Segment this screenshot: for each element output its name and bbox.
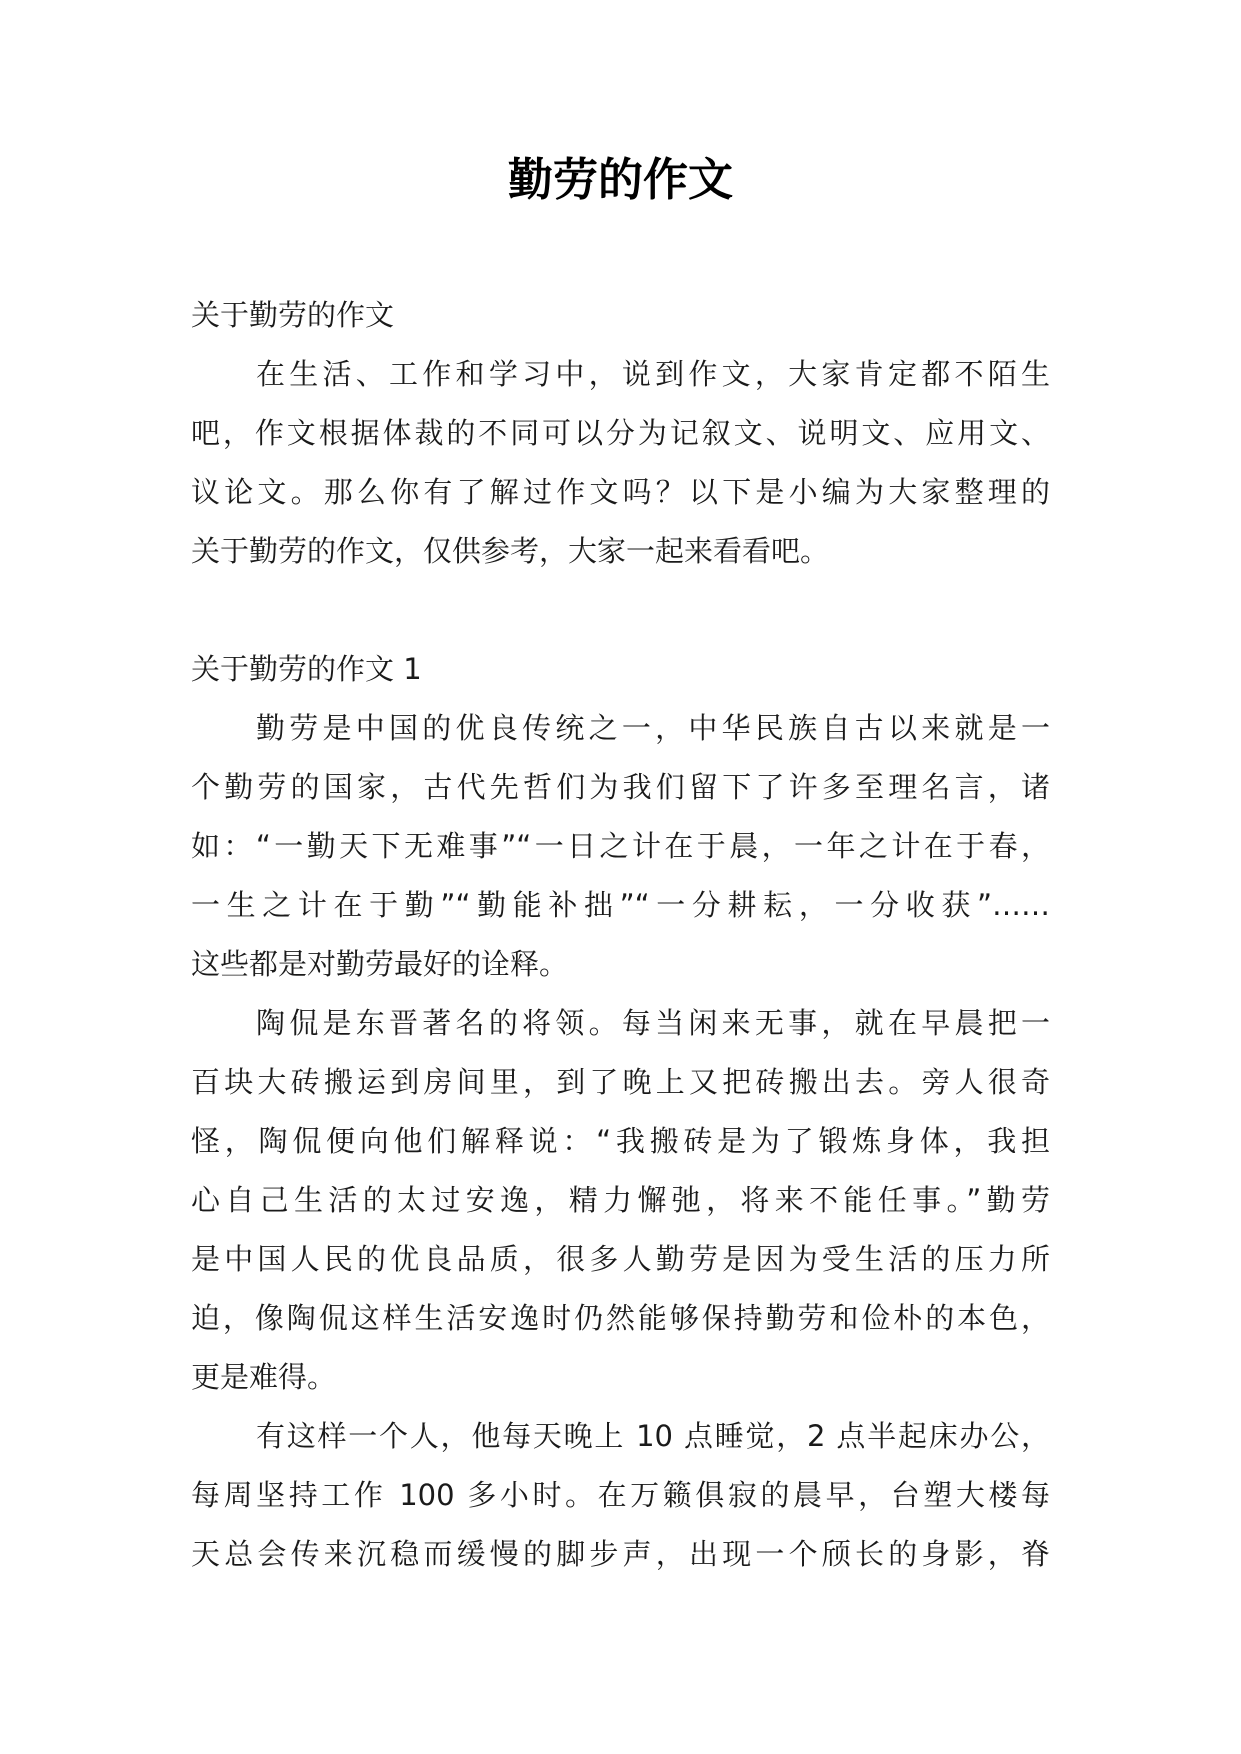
paragraph-line: 每周坚持工作 100 多小时。在万籁俱寂的晨早，台塑大楼每 — [191, 1478, 1050, 1512]
document-title: 勤劳的作文 — [507, 153, 733, 206]
intro-line: 议论文。那么你有了解过作文吗？以下是小编为大家整理的 — [191, 475, 1050, 509]
paragraph-line: 个勤劳的国家，古代先哲们为我们留下了许多至理名言，诸 — [191, 770, 1050, 804]
intro-line: 关于勤劳的作文，仅供参考，大家一起来看看吧。 — [191, 534, 830, 568]
intro-paragraph — [191, 345, 1050, 581]
paragraph-3 — [191, 1407, 1050, 1584]
intro-line: 吧，作文根据体裁的不同可以分为记叙文、说明文、应用文、 — [191, 416, 1050, 450]
paragraph-line: 天总会传来沉稳而缓慢的脚步声，出现一个颀长的身影，脊 — [191, 1537, 1050, 1571]
paragraph-2 — [191, 994, 1050, 1407]
paragraph-1 — [191, 699, 1050, 994]
intro-line: 在生活、工作和学习中，说到作文，大家肯定都不陌生 — [256, 357, 1050, 391]
section-heading: 关于勤劳的作文 1 — [191, 652, 422, 686]
paragraph-line: 陶侃是东晋著名的将领。每当闲来无事，就在早晨把一 — [256, 1006, 1050, 1040]
paragraph-line: 迫，像陶侃这样生活安逸时仍然能够保持勤劳和俭朴的本色， — [191, 1301, 1050, 1335]
paragraph-gap — [191, 581, 1050, 640]
paragraph-line: 心自己生活的太过安逸，精力懈弛，将来不能任事。”勤劳 — [191, 1183, 1050, 1217]
paragraph-line: 这些都是对勤劳最好的诠释。 — [191, 947, 569, 981]
paragraph-line: 怪，陶侃便向他们解释说：“我搬砖是为了锻炼身体，我担 — [191, 1124, 1050, 1158]
paragraph-line: 有这样一个人，他每天晚上 10 点睡觉，2 点半起床办公， — [256, 1419, 1050, 1453]
paragraph-line: 一生之计在于勤”“勤能补拙”“一分耕耘，一分收获”…… — [191, 888, 1050, 922]
paragraph-line: 百块大砖搬运到房间里，到了晚上又把砖搬出去。旁人很奇 — [191, 1065, 1050, 1099]
document-body — [191, 286, 1050, 1584]
paragraph-line: 如：“一勤天下无难事”“一日之计在于晨，一年之计在于春， — [191, 829, 1050, 863]
paragraph-line: 是中国人民的优良品质，很多人勤劳是因为受生活的压力所 — [191, 1242, 1050, 1276]
paragraph-line: 更是难得。 — [191, 1360, 337, 1394]
paragraph-line: 勤劳是中国的优良传统之一，中华民族自古以来就是一 — [256, 711, 1050, 745]
intro-heading: 关于勤劳的作文 — [191, 298, 395, 332]
